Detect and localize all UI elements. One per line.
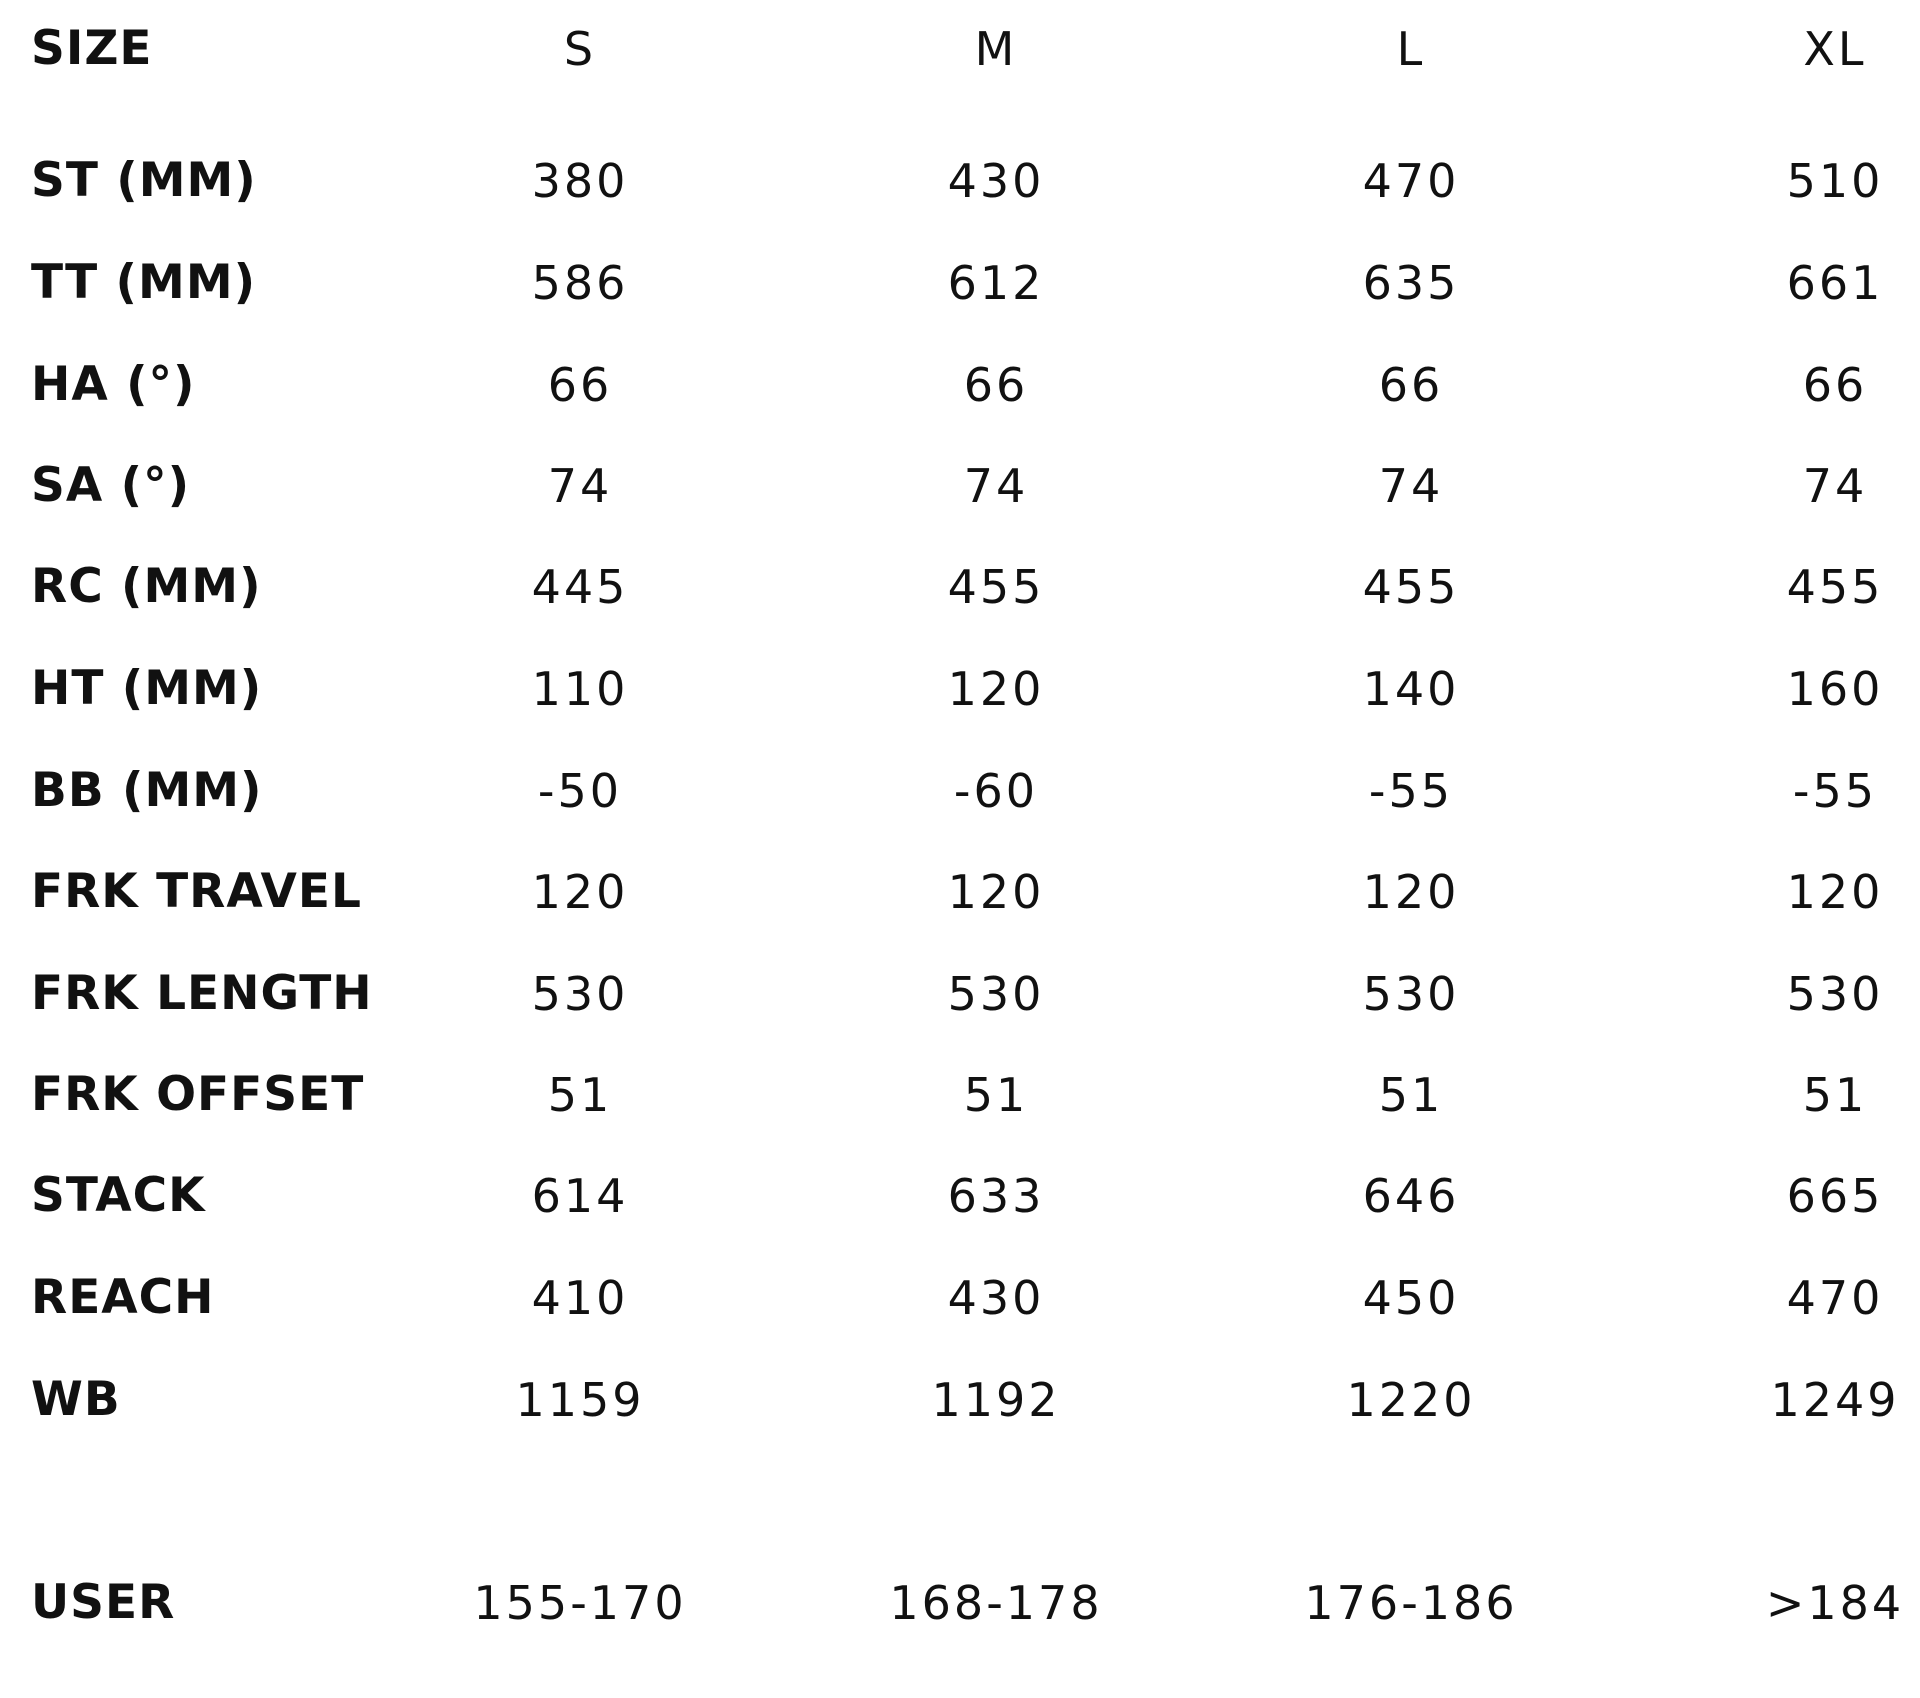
row-value: 380 — [531, 154, 629, 208]
row-value: 66 — [547, 358, 613, 412]
row-value: 614 — [531, 1169, 629, 1223]
row-value: 51 — [1802, 1068, 1868, 1122]
row-label: FRK TRAVEL — [31, 864, 362, 919]
row-label: HA (°) — [31, 357, 196, 412]
row-value: 1192 — [931, 1373, 1061, 1427]
user-range-xl: >184 — [1765, 1576, 1905, 1630]
size-header-l: L — [1396, 22, 1426, 76]
row-label: STACK — [31, 1168, 206, 1223]
user-range-l: 176-186 — [1304, 1576, 1518, 1630]
table-row-ht — [0, 649, 1920, 729]
table-row-stack — [0, 1156, 1920, 1236]
row-value: 1159 — [515, 1373, 645, 1427]
row-value: 74 — [963, 459, 1029, 513]
table-row-tt — [0, 243, 1920, 323]
row-label: ST (MM) — [31, 153, 257, 208]
row-value: 586 — [531, 256, 629, 310]
row-value: 66 — [1378, 358, 1444, 412]
table-row-reach — [0, 1258, 1920, 1338]
row-label: FRK LENGTH — [31, 966, 373, 1021]
row-value: 430 — [947, 1271, 1045, 1325]
row-label: BB (MM) — [31, 763, 263, 818]
row-value: 74 — [1378, 459, 1444, 513]
row-value: 410 — [531, 1271, 629, 1325]
size-header-xl: XL — [1803, 22, 1867, 76]
table-row-bb — [0, 751, 1920, 831]
user-label: USER — [31, 1575, 176, 1630]
row-value: 120 — [1362, 865, 1460, 919]
row-value: -50 — [537, 764, 623, 818]
row-value: 74 — [547, 459, 613, 513]
row-value: 612 — [947, 256, 1045, 310]
table-row-ha — [0, 345, 1920, 425]
row-value: 51 — [1378, 1068, 1444, 1122]
row-value: 445 — [531, 560, 629, 614]
row-value: 140 — [1362, 662, 1460, 716]
row-value: 510 — [1786, 154, 1884, 208]
row-label: SA (°) — [31, 458, 191, 513]
row-value: 120 — [947, 865, 1045, 919]
row-value: 450 — [1362, 1271, 1460, 1325]
table-row-rc — [0, 547, 1920, 627]
row-value: 470 — [1362, 154, 1460, 208]
row-value: -55 — [1368, 764, 1454, 818]
row-value: 633 — [947, 1169, 1045, 1223]
row-value: 74 — [1802, 459, 1868, 513]
row-value: 470 — [1786, 1271, 1884, 1325]
size-header-s: S — [563, 22, 597, 76]
row-label: REACH — [31, 1270, 215, 1325]
row-value: 1249 — [1770, 1373, 1900, 1427]
row-value: 530 — [947, 967, 1045, 1021]
row-value: 530 — [1362, 967, 1460, 1021]
row-value: 455 — [947, 560, 1045, 614]
row-value: 110 — [531, 662, 629, 716]
table-row-user — [0, 1563, 1920, 1643]
row-value: -60 — [953, 764, 1039, 818]
row-value: 66 — [963, 358, 1029, 412]
row-value: 455 — [1362, 560, 1460, 614]
row-value: 120 — [531, 865, 629, 919]
row-value: 160 — [1786, 662, 1884, 716]
row-value: 530 — [1786, 967, 1884, 1021]
table-row-wb — [0, 1360, 1920, 1440]
row-value: 530 — [531, 967, 629, 1021]
row-value: 1220 — [1346, 1373, 1476, 1427]
row-value: 661 — [1786, 256, 1884, 310]
table-row-st — [0, 141, 1920, 221]
header-label: SIZE — [31, 21, 153, 76]
row-label: HT (MM) — [31, 661, 263, 716]
row-value: 66 — [1802, 358, 1868, 412]
header-row — [0, 9, 1920, 89]
size-header-m: M — [974, 22, 1018, 76]
table-row-frk-travel — [0, 852, 1920, 932]
table-row-frk-offset — [0, 1055, 1920, 1135]
row-value: 455 — [1786, 560, 1884, 614]
row-label: TT (MM) — [31, 255, 257, 310]
row-value: 120 — [1786, 865, 1884, 919]
table-row-sa — [0, 446, 1920, 526]
row-value: 635 — [1362, 256, 1460, 310]
table-row-frk-length — [0, 954, 1920, 1034]
user-range-m: 168-178 — [889, 1576, 1103, 1630]
user-range-s: 155-170 — [473, 1576, 687, 1630]
row-value: -55 — [1792, 764, 1878, 818]
row-value: 646 — [1362, 1169, 1460, 1223]
row-value: 51 — [547, 1068, 613, 1122]
row-value: 665 — [1786, 1169, 1884, 1223]
row-value: 51 — [963, 1068, 1029, 1122]
row-value: 430 — [947, 154, 1045, 208]
row-value: 120 — [947, 662, 1045, 716]
row-label: RC (MM) — [31, 559, 262, 614]
row-label: WB — [31, 1372, 121, 1427]
row-label: FRK OFFSET — [31, 1067, 365, 1122]
